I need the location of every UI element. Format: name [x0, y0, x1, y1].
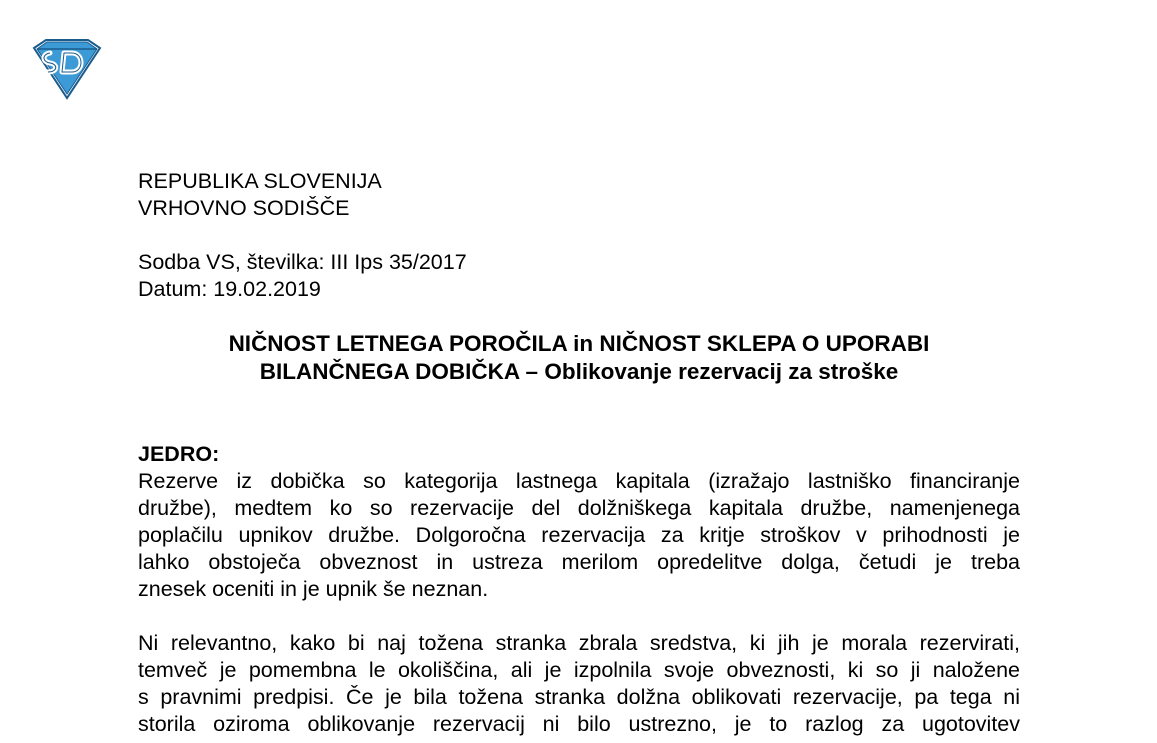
vs-diamond-logo-icon — [28, 38, 106, 100]
jedro-paragraph-1 — [138, 468, 1020, 603]
case-number: Sodba VS, številka: III Ips 35/2017 — [138, 250, 467, 274]
court-logo — [28, 38, 106, 100]
paragraph-line: s pravnimi predpisi. Če je bila tožena stranka dolžna oblikovati rezervacije, pa tega ni — [138, 685, 1020, 709]
document-body — [138, 168, 1020, 738]
paragraph-line: storila oziroma oblikovanje rezervacij ni bilo ustrezno, je to razlog za ugotovitev — [138, 712, 1020, 736]
paragraph-line: temveč je pomembna le okoliščina, ali je izpolnila svoje obveznosti, ki so ji naložene — [138, 658, 1020, 682]
paragraph-line: znesek oceniti in je upnik še neznan. — [138, 577, 489, 601]
title-line-1: NIČNOST LETNEGA POROČILA in NIČNOST SKLEPA O UPORABI — [228, 331, 930, 356]
header-court: VRHOVNO SODIŠČE — [138, 196, 350, 220]
title-line-2: BILANČNEGA DOBIČKA – Oblikovanje rezervacij za stroške — [259, 359, 899, 384]
document-title — [138, 330, 1020, 386]
jedro-paragraph-2 — [138, 630, 1020, 738]
paragraph-line: lahko obstoječa obveznost in ustreza merilom opredelitve dolga, četudi je treba — [138, 550, 1020, 574]
paragraph-line: poplačilu upnikov družbe. Dolgoročna rezervacija za kritje stroškov v prihodnosti je — [138, 523, 1020, 547]
paragraph-line: družbe), medtem ko so rezervacije del dolžniškega kapitala družbe, namenjenega — [138, 496, 1020, 520]
paragraph-line: Ni relevantno, kako bi naj tožena stranka zbrala sredstva, ki jih je morala rezervirati, — [138, 631, 1020, 655]
case-date: Datum: 19.02.2019 — [138, 277, 321, 301]
jedro-heading: JEDRO: — [138, 442, 220, 466]
header-country: REPUBLIKA SLOVENIJA — [138, 169, 382, 193]
paragraph-line: Rezerve iz dobička so kategorija lastnega kapitala (izražajo lastniško financiranje — [138, 469, 1020, 493]
